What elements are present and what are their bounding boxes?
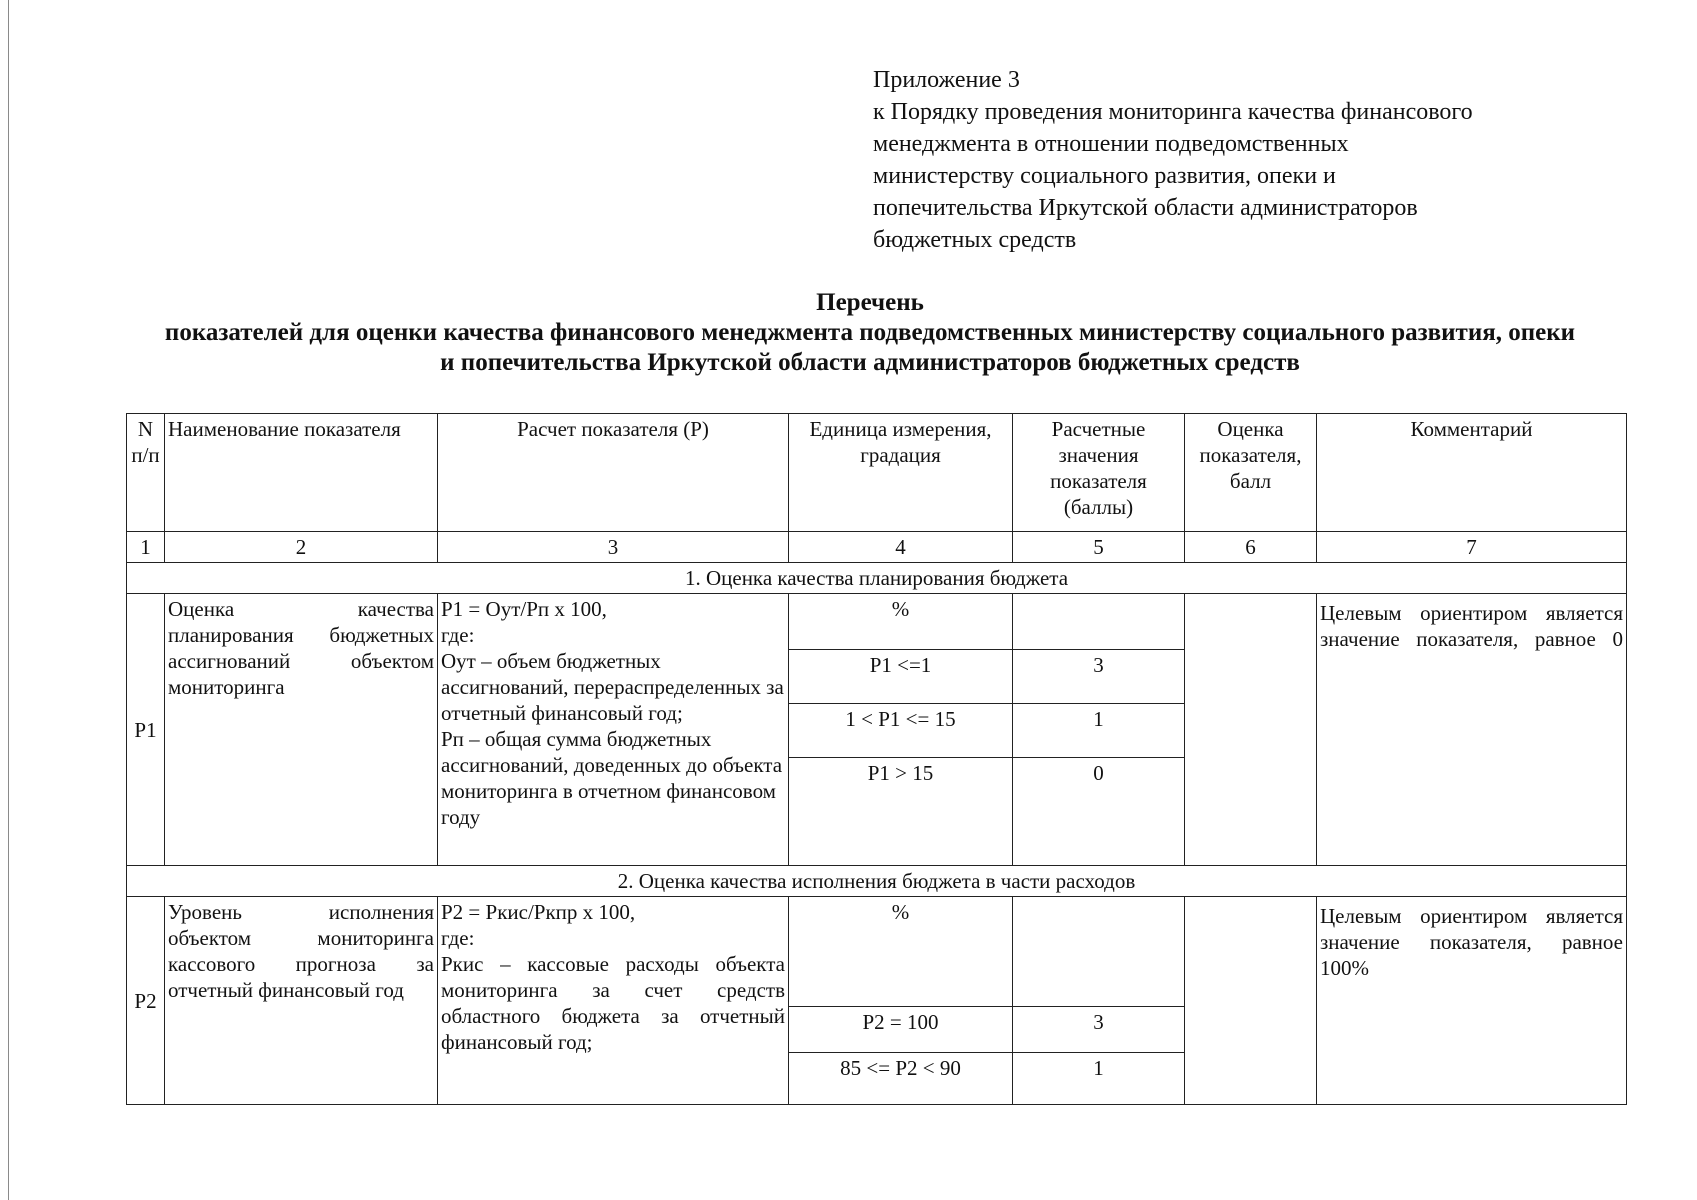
section-title-execution: 2. Оценка качества исполнения бюджета в части расходов: [127, 866, 1627, 897]
unit-cell: %: [789, 594, 1013, 650]
grade-score: 3: [1013, 650, 1185, 704]
grade-range: P1 > 15: [789, 758, 1013, 866]
header-cell: Наименование показателя: [165, 414, 438, 532]
appendix-line: менеджмента в отношении подведомственных: [873, 131, 1349, 157]
formula-line: P2 = Ркис/Ркпр x 100,: [441, 900, 636, 924]
header-cell: Расчетные значения показателя (баллы): [1013, 414, 1185, 532]
grade-score: 3: [1013, 1007, 1185, 1053]
header-cell: Единица измерения, градация: [789, 414, 1013, 532]
header-cell: Расчет показателя (P): [438, 414, 789, 532]
column-number-row: [127, 532, 1627, 563]
formula-line: где:: [441, 926, 475, 950]
grade-score: 1: [1013, 704, 1185, 758]
grade-score: 0: [1013, 758, 1185, 866]
evaluation-cell: [1185, 897, 1317, 1105]
column-number: 4: [789, 532, 1013, 563]
section-row: [127, 563, 1627, 594]
formula-line: Оут – объем бюджетных ассигнований, перераспределенных за отчетный финансовый год;: [441, 649, 784, 725]
evaluation-cell: [1185, 594, 1317, 866]
formula-line: Ркис – кассовые расходы объекта мониторинга за счет средств областного бюджета за отчетный финансовый год;: [441, 952, 785, 1054]
unit-cell: %: [789, 897, 1013, 1007]
column-number: 3: [438, 532, 789, 563]
indicator-name: Уровень исполнения объектом мониторинга кассового прогноза за отчетный финансовый год: [165, 897, 438, 1105]
p2-row: [127, 897, 1627, 1007]
header-cell: Оценка показателя, балл: [1185, 414, 1317, 532]
indicator-formula: [438, 897, 789, 1105]
appendix-line: бюджетных средств: [873, 227, 1077, 253]
formula-line: P1 = Оут/Рп x 100,: [441, 597, 607, 621]
header-row: [127, 414, 1627, 532]
formula-line: Рп – общая сумма бюджетных ассигнований, доведенных до объекта мониторинга в отчетном финансовом году: [441, 727, 783, 829]
comment-cell: Целевым ориентиром является значение показателя, равное 100%: [1317, 897, 1627, 1105]
title-heading: Перечень: [816, 289, 924, 316]
p1-row: [127, 594, 1627, 650]
appendix-line: попечительства Иркутской области администраторов: [873, 195, 1418, 221]
column-number: 5: [1013, 532, 1185, 563]
section-title-planning: 1. Оценка качества планирования бюджета: [127, 563, 1627, 594]
appendix-line: министерству социального развития, опеки и: [873, 163, 1336, 189]
grade-range: 1 < P1 <= 15: [789, 704, 1013, 758]
column-number: 1: [127, 532, 165, 563]
indicator-formula: [438, 594, 789, 866]
grade-score: 1: [1013, 1053, 1185, 1105]
header-cell: Комментарий: [1317, 414, 1627, 532]
grade-range: 85 <= P2 < 90: [789, 1053, 1013, 1105]
section-row: [127, 866, 1627, 897]
indicator-code: P1: [127, 594, 165, 866]
formula-line: где:: [441, 623, 475, 647]
scan-edge-line: [8, 0, 9, 1200]
column-number: 2: [165, 532, 438, 563]
column-number: 7: [1317, 532, 1627, 563]
score-cell: [1013, 897, 1185, 1007]
header-cell: N п/п: [127, 414, 165, 532]
appendix-line: к Порядку проведения мониторинга качества финансового: [873, 99, 1473, 125]
document-title: [120, 288, 1620, 378]
score-cell: [1013, 594, 1185, 650]
appendix-line: Приложение 3: [873, 67, 1020, 93]
indicator-code: P2: [127, 897, 165, 1105]
comment-cell: Целевым ориентиром является значение показателя, равное 0: [1317, 594, 1627, 866]
indicators-table: [126, 413, 1627, 1105]
indicator-name: Оценка качества планирования бюджетных ассигнований объектом мониторинга: [165, 594, 438, 866]
grade-range: P2 = 100: [789, 1007, 1013, 1053]
column-number: 6: [1185, 532, 1317, 563]
title-subheading: показателей для оценки качества финансового менеджмента подведомственных министерству социального развития, опеки и попечительства Иркутской области администраторов бюджетных средств: [164, 319, 1576, 376]
appendix-block: [873, 64, 1633, 256]
grade-range: P1 <=1: [789, 650, 1013, 704]
